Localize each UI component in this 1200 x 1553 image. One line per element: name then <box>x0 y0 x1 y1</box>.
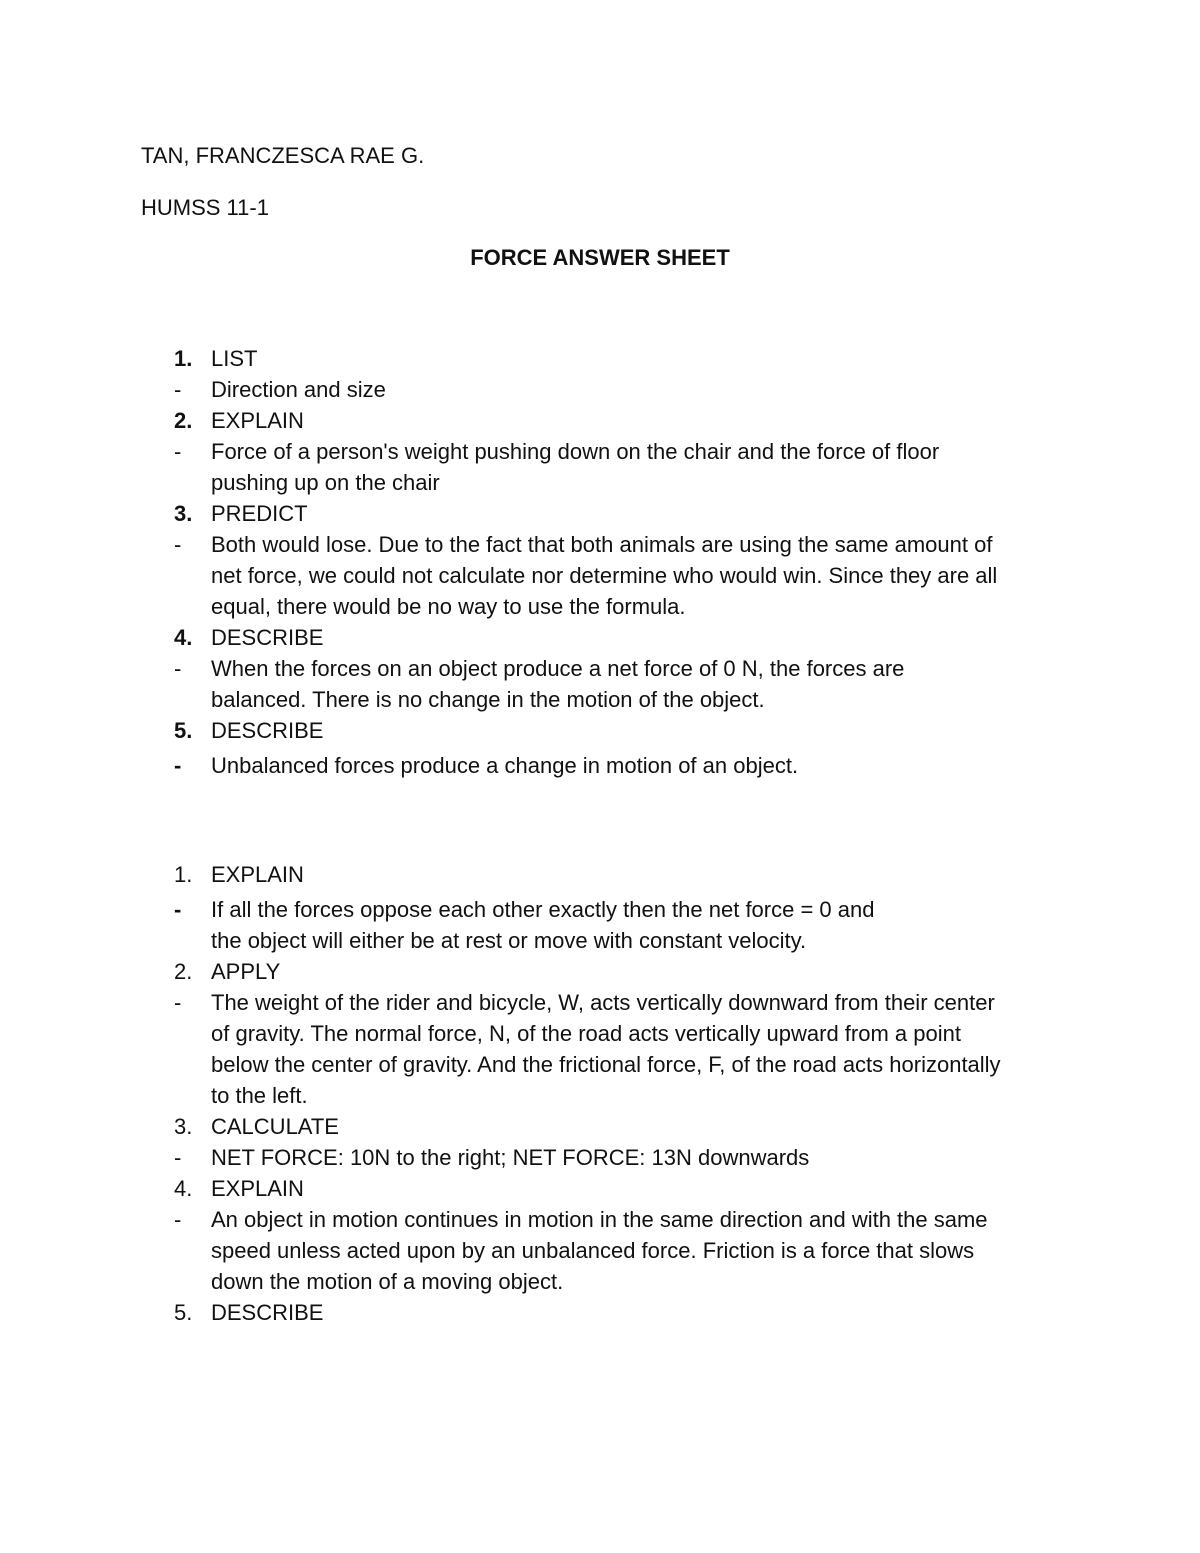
answer-line: to the left. <box>211 1083 308 1108</box>
answer-item <box>0 436 1200 498</box>
dash-marker: - <box>174 1145 182 1170</box>
answer-line: Both would lose. Due to the fact that both animals are using the same amount of <box>211 532 993 557</box>
answer-item <box>0 1204 1200 1297</box>
answer-text <box>211 1204 1071 1297</box>
student-name: TAN, FRANCZESCA RAE G. <box>141 143 425 168</box>
answer-item <box>0 1142 1200 1173</box>
answer-line: down the motion of a moving object. <box>211 1269 564 1294</box>
answer-section-1 <box>0 343 1200 781</box>
question-item <box>0 956 1200 987</box>
question-label: DESCRIBE <box>211 625 324 650</box>
question-number: 1. <box>174 862 193 887</box>
dash-marker: - <box>174 1207 182 1232</box>
answer-line: net force, we could not calculate nor determine who would win. Since they are all <box>211 563 998 588</box>
answer-text <box>211 436 1071 498</box>
question-label: APPLY <box>211 959 281 984</box>
answer-section-2 <box>0 859 1200 1328</box>
answer-item <box>0 653 1200 715</box>
question-item <box>0 622 1200 653</box>
answer-line: below the center of gravity. And the frictional force, F, of the road acts horizontally <box>211 1052 1001 1077</box>
answer-item <box>0 750 1200 781</box>
answer-text: Direction and size <box>211 377 386 402</box>
question-label: EXPLAIN <box>211 408 304 433</box>
question-number: 4. <box>174 1176 193 1201</box>
answer-line: The weight of the rider and bicycle, W, acts vertically downward from their center <box>211 990 995 1015</box>
question-item <box>0 1173 1200 1204</box>
dash-marker: - <box>174 990 182 1015</box>
answer-text <box>211 653 1071 715</box>
dash-marker: - <box>174 656 182 681</box>
answer-line: balanced. There is no change in the motion of the object. <box>211 687 765 712</box>
dash-marker: - <box>174 532 182 557</box>
question-item <box>0 343 1200 374</box>
answer-text <box>211 894 1071 956</box>
question-item <box>0 715 1200 746</box>
question-label: DESCRIBE <box>211 718 324 743</box>
question-label: EXPLAIN <box>211 862 304 887</box>
dash-marker: - <box>174 377 182 402</box>
answer-item <box>0 987 1200 1111</box>
question-item <box>0 405 1200 436</box>
answer-line: When the forces on an object produce a net force of 0 N, the forces are <box>211 656 905 681</box>
answer-line: of gravity. The normal force, N, of the road acts vertically upward from a point <box>211 1021 961 1046</box>
answer-line: An object in motion continues in motion in the same direction and with the same <box>211 1207 988 1232</box>
answer-item <box>0 894 1200 956</box>
answer-line: Force of a person's weight pushing down on the chair and the force of floor <box>211 439 940 464</box>
answer-text <box>211 529 1071 622</box>
answer-item <box>0 374 1200 405</box>
question-number: 4. <box>174 625 193 650</box>
question-item <box>0 1297 1200 1328</box>
answer-text: Unbalanced forces produce a change in motion of an object. <box>211 753 799 778</box>
dash-marker: - <box>174 753 182 778</box>
question-label: DESCRIBE <box>211 1300 324 1325</box>
question-label: LIST <box>211 346 258 371</box>
question-item <box>0 1111 1200 1142</box>
question-number: 2. <box>174 959 193 984</box>
question-item <box>0 498 1200 529</box>
question-label: CALCULATE <box>211 1114 339 1139</box>
question-number: 1. <box>174 346 193 371</box>
question-number: 5. <box>174 1300 193 1325</box>
question-number: 3. <box>174 501 193 526</box>
question-number: 2. <box>174 408 193 433</box>
answer-line: the object will either be at rest or move with constant velocity. <box>211 928 807 953</box>
dash-marker: - <box>174 897 182 922</box>
answer-text: NET FORCE: 10N to the right; NET FORCE: 13N downwards <box>211 1145 810 1170</box>
answer-text <box>211 987 1071 1111</box>
answer-item <box>0 529 1200 622</box>
answer-line: equal, there would be no way to use the formula. <box>211 594 686 619</box>
page-title: FORCE ANSWER SHEET <box>470 245 730 270</box>
question-number: 3. <box>174 1114 193 1139</box>
question-number: 5. <box>174 718 193 743</box>
question-label: EXPLAIN <box>211 1176 304 1201</box>
dash-marker: - <box>174 439 182 464</box>
question-item <box>0 859 1200 890</box>
question-label: PREDICT <box>211 501 308 526</box>
answer-line: If all the forces oppose each other exactly then the net force = 0 and <box>211 897 875 922</box>
student-class: HUMSS 11-1 <box>141 195 269 220</box>
answer-line: speed unless acted upon by an unbalanced force. Friction is a force that slows <box>211 1238 975 1263</box>
answer-line: pushing up on the chair <box>211 470 440 495</box>
